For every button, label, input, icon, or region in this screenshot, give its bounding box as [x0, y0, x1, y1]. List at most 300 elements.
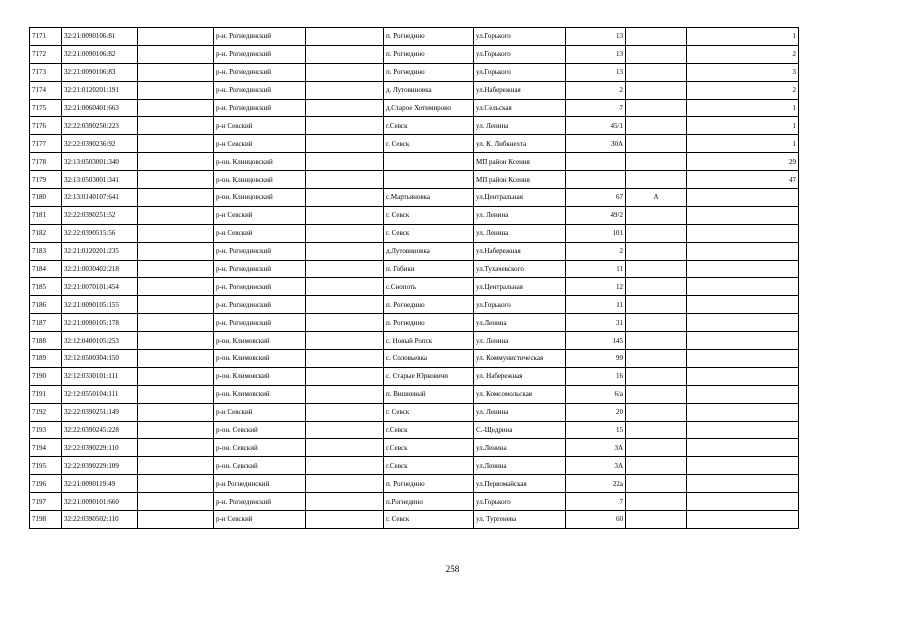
- house-number-cell: 13: [566, 63, 626, 81]
- row-number-cell: 7175: [30, 99, 62, 117]
- house-letter-cell: [626, 314, 687, 332]
- district-cell: р-н. Рогнединский: [214, 99, 306, 117]
- empty-cell: [138, 117, 214, 135]
- empty-cell: [138, 314, 214, 332]
- street-cell: ул. Ленина: [474, 117, 566, 135]
- district-cell: р-он. Климовский: [214, 350, 306, 368]
- empty-cell: [138, 189, 214, 207]
- empty-cell: [138, 153, 214, 171]
- house-letter-cell: А: [626, 189, 687, 207]
- table-body: [30, 28, 799, 529]
- apartment-number-cell: 2: [687, 81, 799, 99]
- table-row: [30, 457, 799, 475]
- locality-cell: д. Лутовиновка: [384, 81, 474, 99]
- empty-cell: [138, 224, 214, 242]
- empty-cell: [306, 135, 384, 153]
- row-number-cell: 7188: [30, 332, 62, 350]
- street-cell: ул. Ленина: [474, 206, 566, 224]
- locality-cell: д.Лутовиновка: [384, 242, 474, 260]
- house-letter-cell: [626, 99, 687, 117]
- apartment-number-cell: [687, 493, 799, 511]
- empty-cell: [138, 332, 214, 350]
- house-number-cell: 145: [566, 332, 626, 350]
- row-number-cell: 7182: [30, 224, 62, 242]
- locality-cell: с. Соловьевка: [384, 350, 474, 368]
- empty-cell: [306, 350, 384, 368]
- district-cell: р-н Севский: [214, 224, 306, 242]
- house-number-cell: 3А: [566, 457, 626, 475]
- house-letter-cell: [626, 81, 687, 99]
- table-row: [30, 385, 799, 403]
- house-letter-cell: [626, 367, 687, 385]
- empty-cell: [306, 332, 384, 350]
- house-letter-cell: [626, 332, 687, 350]
- empty-cell: [306, 189, 384, 207]
- street-cell: ул. Набережная: [474, 367, 566, 385]
- locality-cell: п. Вишневый: [384, 385, 474, 403]
- cadastral-number-cell: 32:21:0060401:663: [62, 99, 138, 117]
- street-cell: ул. Ленина: [474, 332, 566, 350]
- district-cell: р-н. Рогнединский: [214, 493, 306, 511]
- apartment-number-cell: [687, 242, 799, 260]
- cadastral-number-cell: 32:21:0090105:155: [62, 296, 138, 314]
- empty-cell: [138, 171, 214, 189]
- street-cell: ул.Центральная: [474, 278, 566, 296]
- empty-cell: [306, 457, 384, 475]
- street-cell: ул. К. Либкнехта: [474, 135, 566, 153]
- house-number-cell: 67: [566, 189, 626, 207]
- house-number-cell: 16: [566, 367, 626, 385]
- apartment-number-cell: 1: [687, 99, 799, 117]
- table-row: [30, 332, 799, 350]
- street-cell: С.-Щедрина: [474, 421, 566, 439]
- street-cell: ул.Горького: [474, 45, 566, 63]
- locality-cell: г.Севск: [384, 439, 474, 457]
- district-cell: р-он. Клинцовский: [214, 189, 306, 207]
- cadastral-number-cell: 32:21:0030402:218: [62, 260, 138, 278]
- locality-cell: [384, 171, 474, 189]
- apartment-number-cell: [687, 421, 799, 439]
- street-cell: ул. Тургенева: [474, 511, 566, 529]
- empty-cell: [138, 278, 214, 296]
- apartment-number-cell: [687, 332, 799, 350]
- empty-cell: [138, 421, 214, 439]
- house-letter-cell: [626, 117, 687, 135]
- empty-cell: [306, 314, 384, 332]
- empty-cell: [138, 28, 214, 46]
- house-number-cell: 2: [566, 81, 626, 99]
- apartment-number-cell: 47: [687, 171, 799, 189]
- cadastral-number-cell: 32:12:0500304:150: [62, 350, 138, 368]
- house-number-cell: 20: [566, 403, 626, 421]
- street-cell: ул.Ленина: [474, 457, 566, 475]
- row-number-cell: 7174: [30, 81, 62, 99]
- house-letter-cell: [626, 260, 687, 278]
- locality-cell: с. Новый Ропск: [384, 332, 474, 350]
- district-cell: р-н Севский: [214, 117, 306, 135]
- cadastral-number-cell: 32:21:0070101:454: [62, 278, 138, 296]
- district-cell: р-он. Клинцовский: [214, 171, 306, 189]
- house-letter-cell: [626, 385, 687, 403]
- page-number: 258: [445, 564, 460, 574]
- table-row: [30, 296, 799, 314]
- district-cell: р-н Рогнединский: [214, 475, 306, 493]
- house-letter-cell: [626, 171, 687, 189]
- street-cell: ул.Набережная: [474, 242, 566, 260]
- cadastral-number-cell: 32:22:0390502:110: [62, 511, 138, 529]
- house-number-cell: [566, 153, 626, 171]
- house-letter-cell: [626, 206, 687, 224]
- table-row: [30, 117, 799, 135]
- cadastral-number-cell: 32:22:0390515:56: [62, 224, 138, 242]
- cadastral-number-cell: 32:21:0090105:178: [62, 314, 138, 332]
- district-cell: р-н. Рогнединский: [214, 260, 306, 278]
- empty-cell: [306, 493, 384, 511]
- table-row: [30, 439, 799, 457]
- locality-cell: с.Снопоть: [384, 278, 474, 296]
- empty-cell: [138, 296, 214, 314]
- locality-cell: г. Севск: [384, 511, 474, 529]
- empty-cell: [138, 206, 214, 224]
- row-number-cell: 7193: [30, 421, 62, 439]
- house-number-cell: 13: [566, 45, 626, 63]
- house-number-cell: 60: [566, 511, 626, 529]
- table-row: [30, 63, 799, 81]
- apartment-number-cell: 3: [687, 63, 799, 81]
- house-letter-cell: [626, 63, 687, 81]
- district-cell: р-он. Севский: [214, 457, 306, 475]
- district-cell: р-он. Климовский: [214, 332, 306, 350]
- empty-cell: [306, 224, 384, 242]
- apartment-number-cell: 2: [687, 45, 799, 63]
- apartment-number-cell: [687, 367, 799, 385]
- empty-cell: [138, 457, 214, 475]
- district-cell: р-н. Рогнединский: [214, 28, 306, 46]
- row-number-cell: 7173: [30, 63, 62, 81]
- street-cell: ул.Первомайская: [474, 475, 566, 493]
- table-row: [30, 28, 799, 46]
- district-cell: р-он. Климовский: [214, 367, 306, 385]
- empty-cell: [138, 135, 214, 153]
- empty-cell: [138, 475, 214, 493]
- row-number-cell: 7192: [30, 403, 62, 421]
- house-number-cell: [566, 171, 626, 189]
- row-number-cell: 7196: [30, 475, 62, 493]
- table-row: [30, 45, 799, 63]
- apartment-number-cell: [687, 189, 799, 207]
- house-letter-cell: [626, 493, 687, 511]
- row-number-cell: 7197: [30, 493, 62, 511]
- district-cell: р-он. Севский: [214, 421, 306, 439]
- street-cell: ул.Горького: [474, 493, 566, 511]
- empty-cell: [138, 63, 214, 81]
- cadastral-number-cell: 32:12:0400105:253: [62, 332, 138, 350]
- locality-cell: п.Рогнедино: [384, 493, 474, 511]
- empty-cell: [306, 117, 384, 135]
- table-row: [30, 153, 799, 171]
- empty-cell: [138, 45, 214, 63]
- row-number-cell: 7178: [30, 153, 62, 171]
- table-row: [30, 242, 799, 260]
- row-number-cell: 7187: [30, 314, 62, 332]
- empty-cell: [138, 367, 214, 385]
- empty-cell: [138, 403, 214, 421]
- locality-cell: п. Гобики: [384, 260, 474, 278]
- empty-cell: [306, 81, 384, 99]
- cadastral-number-cell: 32:22:0390251:52: [62, 206, 138, 224]
- table-row: [30, 403, 799, 421]
- table-row: [30, 171, 799, 189]
- house-number-cell: 7: [566, 493, 626, 511]
- table-row: [30, 224, 799, 242]
- district-cell: р-он. Севский: [214, 439, 306, 457]
- house-letter-cell: [626, 278, 687, 296]
- house-letter-cell: [626, 153, 687, 171]
- locality-cell: п. Рогнедино: [384, 63, 474, 81]
- table-row: [30, 350, 799, 368]
- empty-cell: [306, 367, 384, 385]
- cadastral-number-cell: 32:13:0503001:340: [62, 153, 138, 171]
- row-number-cell: 7180: [30, 189, 62, 207]
- locality-cell: с. Старые Юрковичи: [384, 367, 474, 385]
- street-cell: МП район Ксения: [474, 171, 566, 189]
- cadastral-number-cell: 32:12:0330101:111: [62, 367, 138, 385]
- empty-cell: [138, 242, 214, 260]
- house-number-cell: 22а: [566, 475, 626, 493]
- district-cell: р-н. Рогнединский: [214, 45, 306, 63]
- house-number-cell: 6/а: [566, 385, 626, 403]
- locality-cell: г. Севск: [384, 224, 474, 242]
- district-cell: р-он. Климовский: [214, 385, 306, 403]
- row-number-cell: 7183: [30, 242, 62, 260]
- street-cell: ул.Горького: [474, 63, 566, 81]
- empty-cell: [138, 385, 214, 403]
- cadastral-number-cell: 32:22:0390229:109: [62, 457, 138, 475]
- house-letter-cell: [626, 45, 687, 63]
- street-cell: МП район Ксения: [474, 153, 566, 171]
- empty-cell: [306, 45, 384, 63]
- empty-cell: [306, 242, 384, 260]
- cadastral-number-cell: 32:22:0390229:110: [62, 439, 138, 457]
- table-row: [30, 135, 799, 153]
- street-cell: ул.Горького: [474, 28, 566, 46]
- empty-cell: [306, 99, 384, 117]
- house-letter-cell: [626, 242, 687, 260]
- row-number-cell: 7171: [30, 28, 62, 46]
- row-number-cell: 7198: [30, 511, 62, 529]
- empty-cell: [306, 63, 384, 81]
- table-row: [30, 314, 799, 332]
- house-number-cell: 7: [566, 99, 626, 117]
- district-cell: р-н. Рогнединский: [214, 296, 306, 314]
- row-number-cell: 7184: [30, 260, 62, 278]
- locality-cell: д.Старое Хотимирово: [384, 99, 474, 117]
- locality-cell: г.Севск: [384, 421, 474, 439]
- street-cell: ул. Ленина: [474, 224, 566, 242]
- house-number-cell: 3А: [566, 439, 626, 457]
- apartment-number-cell: [687, 475, 799, 493]
- apartment-number-cell: 1: [687, 28, 799, 46]
- apartment-number-cell: [687, 511, 799, 529]
- cadastral-number-cell: 32:12:0550104:111: [62, 385, 138, 403]
- street-cell: ул. Комсомольская: [474, 385, 566, 403]
- district-cell: р-н. Рогнединский: [214, 314, 306, 332]
- empty-cell: [306, 296, 384, 314]
- apartment-number-cell: 1: [687, 135, 799, 153]
- cadastral-number-cell: 32:22:0390245:228: [62, 421, 138, 439]
- house-number-cell: 2: [566, 242, 626, 260]
- house-letter-cell: [626, 224, 687, 242]
- district-cell: р-н Севский: [214, 135, 306, 153]
- apartment-number-cell: [687, 224, 799, 242]
- row-number-cell: 7179: [30, 171, 62, 189]
- cadastral-number-cell: 32:21:0090101:660: [62, 493, 138, 511]
- row-number-cell: 7195: [30, 457, 62, 475]
- empty-cell: [306, 260, 384, 278]
- apartment-number-cell: [687, 385, 799, 403]
- district-cell: р-н. Рогнединский: [214, 278, 306, 296]
- cadastral-number-cell: 32:21:0120201:191: [62, 81, 138, 99]
- cadastral-number-cell: 32:21:0090106:82: [62, 45, 138, 63]
- house-number-cell: 12: [566, 278, 626, 296]
- empty-cell: [138, 81, 214, 99]
- house-letter-cell: [626, 403, 687, 421]
- house-number-cell: 101: [566, 224, 626, 242]
- district-cell: р-н Севский: [214, 511, 306, 529]
- table-row: [30, 81, 799, 99]
- cadastral-number-cell: 32:21:0090119:49: [62, 475, 138, 493]
- property-register-table: [29, 27, 799, 529]
- house-number-cell: 31: [566, 314, 626, 332]
- house-letter-cell: [626, 421, 687, 439]
- empty-cell: [138, 260, 214, 278]
- locality-cell: г. Севск: [384, 135, 474, 153]
- empty-cell: [306, 421, 384, 439]
- house-letter-cell: [626, 475, 687, 493]
- house-number-cell: 11: [566, 260, 626, 278]
- row-number-cell: 7191: [30, 385, 62, 403]
- locality-cell: п. Рогнедино: [384, 28, 474, 46]
- cadastral-number-cell: 32:22:0390236:92: [62, 135, 138, 153]
- empty-cell: [306, 475, 384, 493]
- row-number-cell: 7181: [30, 206, 62, 224]
- house-number-cell: 15: [566, 421, 626, 439]
- cadastral-number-cell: 32:22:0390250:223: [62, 117, 138, 135]
- street-cell: ул.Ленина: [474, 314, 566, 332]
- table-row: [30, 475, 799, 493]
- cadastral-number-cell: 32:21:0090106:81: [62, 28, 138, 46]
- apartment-number-cell: [687, 439, 799, 457]
- apartment-number-cell: 29: [687, 153, 799, 171]
- house-number-cell: 11: [566, 296, 626, 314]
- cadastral-number-cell: 32:13:0140107:641: [62, 189, 138, 207]
- house-letter-cell: [626, 350, 687, 368]
- street-cell: ул.Горького: [474, 296, 566, 314]
- apartment-number-cell: [687, 296, 799, 314]
- table-row: [30, 493, 799, 511]
- district-cell: р-н Севский: [214, 206, 306, 224]
- row-number-cell: 7186: [30, 296, 62, 314]
- district-cell: р-н. Рогнединский: [214, 81, 306, 99]
- street-cell: ул.Центральная: [474, 189, 566, 207]
- locality-cell: п. Рогнедино: [384, 475, 474, 493]
- locality-cell: [384, 153, 474, 171]
- empty-cell: [306, 278, 384, 296]
- street-cell: ул. Ленина: [474, 403, 566, 421]
- house-letter-cell: [626, 28, 687, 46]
- cadastral-number-cell: 32:21:0120201:235: [62, 242, 138, 260]
- empty-cell: [138, 439, 214, 457]
- house-number-cell: 45/1: [566, 117, 626, 135]
- row-number-cell: 7176: [30, 117, 62, 135]
- apartment-number-cell: [687, 206, 799, 224]
- locality-cell: г.Севск: [384, 457, 474, 475]
- district-cell: р-н. Рогнединский: [214, 242, 306, 260]
- apartment-number-cell: [687, 403, 799, 421]
- table-row: [30, 511, 799, 529]
- empty-cell: [306, 403, 384, 421]
- street-cell: ул.Тухачевского: [474, 260, 566, 278]
- table-row: [30, 421, 799, 439]
- table-row: [30, 189, 799, 207]
- apartment-number-cell: 1: [687, 117, 799, 135]
- house-number-cell: 13: [566, 28, 626, 46]
- district-cell: р-н Севский: [214, 403, 306, 421]
- house-letter-cell: [626, 511, 687, 529]
- row-number-cell: 7194: [30, 439, 62, 457]
- apartment-number-cell: [687, 350, 799, 368]
- house-number-cell: 49/2: [566, 206, 626, 224]
- house-letter-cell: [626, 439, 687, 457]
- locality-cell: п. Рогнедино: [384, 296, 474, 314]
- locality-cell: п. Рогнедино: [384, 45, 474, 63]
- table-row: [30, 206, 799, 224]
- empty-cell: [306, 439, 384, 457]
- street-cell: ул. Коммунистическая: [474, 350, 566, 368]
- empty-cell: [306, 511, 384, 529]
- street-cell: ул.Сельская: [474, 99, 566, 117]
- locality-cell: г.Севск: [384, 117, 474, 135]
- row-number-cell: 7177: [30, 135, 62, 153]
- table-row: [30, 260, 799, 278]
- row-number-cell: 7190: [30, 367, 62, 385]
- district-cell: р-н. Рогнединский: [214, 63, 306, 81]
- table-row: [30, 99, 799, 117]
- street-cell: ул.Набережная: [474, 81, 566, 99]
- apartment-number-cell: [687, 457, 799, 475]
- cadastral-number-cell: 32:13:0503001:341: [62, 171, 138, 189]
- apartment-number-cell: [687, 260, 799, 278]
- apartment-number-cell: [687, 278, 799, 296]
- table-row: [30, 278, 799, 296]
- locality-cell: г. Севск: [384, 206, 474, 224]
- locality-cell: г. Севск: [384, 403, 474, 421]
- empty-cell: [138, 99, 214, 117]
- empty-cell: [306, 28, 384, 46]
- row-number-cell: 7172: [30, 45, 62, 63]
- empty-cell: [306, 385, 384, 403]
- district-cell: р-он. Клинцовский: [214, 153, 306, 171]
- cadastral-number-cell: 32:22:0390251:149: [62, 403, 138, 421]
- empty-cell: [306, 206, 384, 224]
- house-letter-cell: [626, 296, 687, 314]
- row-number-cell: 7185: [30, 278, 62, 296]
- cadastral-number-cell: 32:21:0090106:83: [62, 63, 138, 81]
- empty-cell: [306, 171, 384, 189]
- house-number-cell: 30А: [566, 135, 626, 153]
- empty-cell: [138, 493, 214, 511]
- table-row: [30, 367, 799, 385]
